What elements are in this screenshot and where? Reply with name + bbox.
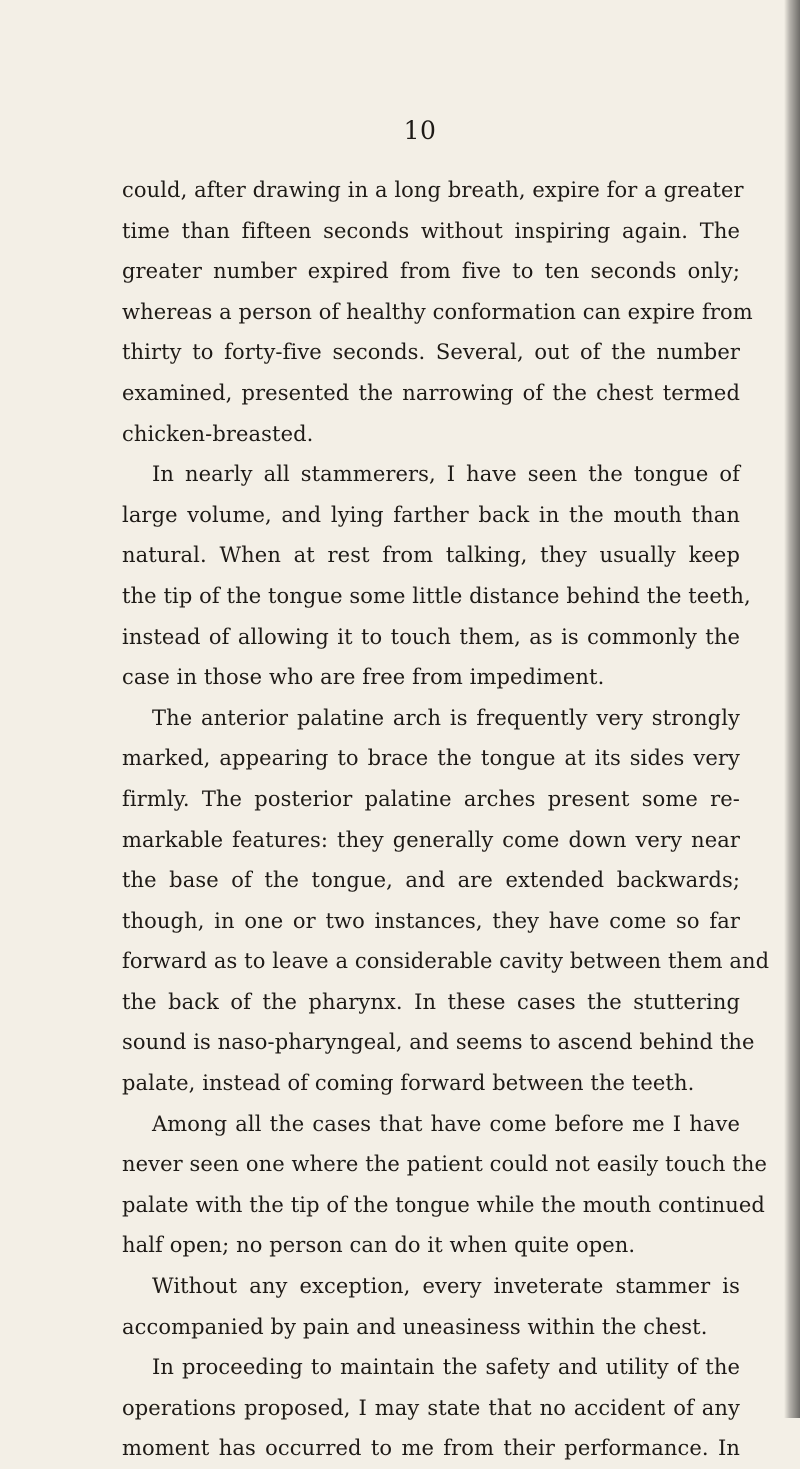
text-line: forward as to leave a considerable cavity between them and bbox=[122, 949, 770, 974]
text-line: Without any exception, every inveterate stammer is bbox=[152, 1274, 740, 1299]
text-line: examined, presented the narrowing of the chest termed bbox=[122, 380, 740, 405]
text-line: The anterior palatine arch is frequently very strongly bbox=[152, 705, 740, 730]
text-line: never seen one where the patient could not easily touch the bbox=[122, 1152, 767, 1177]
page-edge-shadow bbox=[784, 0, 800, 1418]
text-line: moment has occurred to me from their performance. In bbox=[122, 1436, 740, 1461]
text-line: though, in one or two instances, they have come so far bbox=[122, 908, 740, 933]
text-line: time than fifteen seconds without inspiring again. The bbox=[122, 218, 740, 243]
page-number: 10 bbox=[403, 116, 437, 145]
text-line: marked, appearing to brace the tongue at its sides very bbox=[122, 746, 740, 771]
text-line: thirty to forty-five seconds. Several, out of the number bbox=[122, 340, 740, 365]
text-line: instead of allowing it to touch them, as is commonly the bbox=[122, 624, 740, 649]
text-line: sound is naso-pharyngeal, and seems to ascend behind the bbox=[122, 1030, 755, 1055]
text-line: Among all the cases that have come before me I have bbox=[152, 1111, 740, 1136]
text-line: palate with the tip of the tongue while the mouth continued bbox=[122, 1192, 765, 1217]
text-line: could, after drawing in a long breath, expire for a greater bbox=[122, 178, 744, 202]
text-line: large volume, and lying farther back in the mouth than bbox=[122, 502, 740, 527]
text-line: natural. When at rest from talking, they usually keep bbox=[122, 543, 740, 568]
body-text bbox=[122, 170, 770, 1469]
text-line: the back of the pharynx. In these cases the stuttering bbox=[122, 989, 740, 1014]
text-line: In proceeding to maintain the safety and utility of the bbox=[152, 1355, 740, 1380]
text-line: firmly. The posterior palatine arches present some re- bbox=[122, 786, 740, 811]
text-line: In nearly all stammerers, I have seen the tongue of bbox=[152, 462, 740, 487]
text-line: greater number expired from five to ten seconds only; bbox=[122, 259, 740, 284]
text-line: the tip of the tongue some little distance behind the teeth, bbox=[122, 583, 751, 608]
text-line: case in those who are free from impediment. bbox=[122, 665, 605, 690]
text-line: operations proposed, I may state that no accident of any bbox=[122, 1395, 740, 1420]
text-line: whereas a person of healthy conformation can expire from bbox=[122, 299, 753, 324]
text-line: palate, instead of coming forward between the teeth. bbox=[122, 1071, 695, 1096]
text-line: accompanied by pain and uneasiness within the chest. bbox=[122, 1314, 708, 1339]
text-line: half open; no person can do it when quite open. bbox=[122, 1233, 636, 1258]
text-line: markable features: they generally come down very near bbox=[122, 827, 740, 852]
text-line: chicken-breasted. bbox=[122, 421, 314, 446]
text-line: the base of the tongue, and are extended backwards; bbox=[122, 868, 740, 893]
